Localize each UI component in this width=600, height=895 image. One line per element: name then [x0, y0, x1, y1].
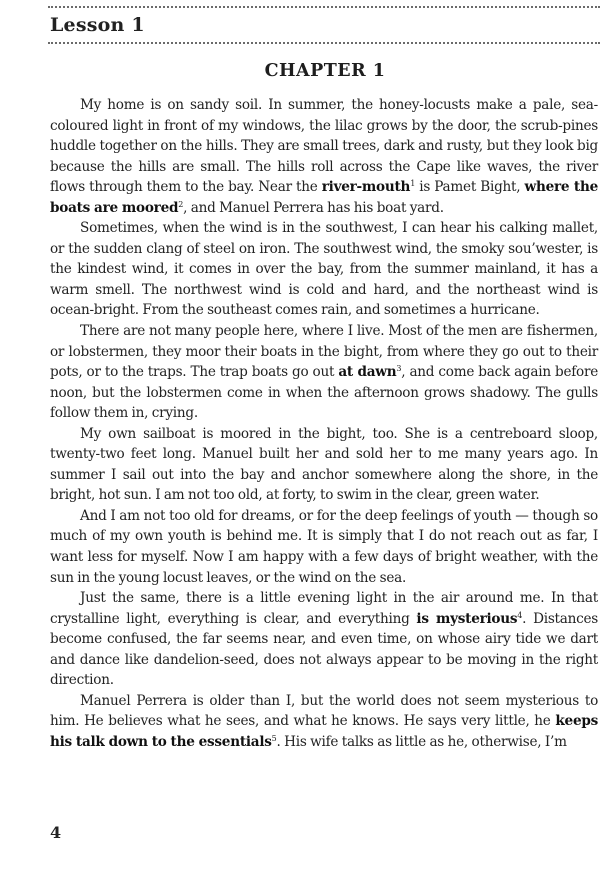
- text-run: . Distances become confused, the far seems near, and even time, on whose airy tide we dart and dance like dandelion-seed, does not always appear to be moving in the right direction.: [50, 610, 599, 689]
- glossary-term: at dawn: [338, 364, 397, 381]
- text-run: Sometimes, when the wind is in the southwest, I can hear his calking mallet, or the sudden clang of steel on iron. The southwest wind, the smoky sou’wester, is the kindest wind, it comes in over the bay, from the summer mainland, it has a warm smell. The northwest wind is cold and hard, and the northeast wind is ocean-bright. From the southeast comes rain, and sometimes a hurricane.: [50, 220, 598, 319]
- paragraph: [50, 95, 598, 218]
- text-run: And I am not too old for dreams, or for the deep feelings of youth — though so much of my own youth is behind me. It is simply that I do not reach out as far, I want less for myself. Now I am happy with a few days of bright weather, with the sun in the young locust leaves, or the wind on the sea.: [50, 507, 598, 586]
- text-run: My home is on sandy soil. In summer, the honey-locusts make a pale, sea-coloured light in front of my windows, the lilac grows by the door, the scrub-pines huddle together on the hills. They are small trees, dark and rusty, but they look big because the hills are small. The hills roll across the Cape like waves, the river flows through them to the bay. Near the: [50, 97, 598, 196]
- glossary-term: where the boats are moored: [50, 179, 598, 216]
- paragraph: [50, 424, 598, 506]
- text-run: , and come back again before noon, but the lobstermen come in when the afternoon grows shadowy. The gulls follow them in, crying.: [50, 364, 598, 422]
- glossary-term: is mysterious: [416, 610, 518, 627]
- chapter-title: CHAPTER 1: [264, 61, 386, 81]
- page-number: 4: [50, 823, 62, 842]
- footnote-marker: 3: [396, 364, 402, 374]
- text-run: . His wife talks as little as he, otherwise, I’m: [276, 733, 567, 750]
- paragraph: [50, 506, 598, 588]
- footnote-marker: 2: [178, 199, 184, 209]
- paragraph: [50, 218, 598, 321]
- paragraph: [50, 321, 598, 424]
- text-run: , and Manuel Perrera has his boat yard.: [183, 199, 444, 216]
- paragraph: [50, 588, 598, 691]
- glossary-term: river-mouth: [321, 179, 411, 196]
- text-run: Manuel Perrera is older than I, but the world does not seem mysterious to him. He believes what he sees, and what he knows. He says very little, he: [50, 692, 598, 730]
- footnote-marker: 1: [410, 179, 416, 189]
- glossary-term: keeps his talk down to the essentials: [50, 713, 598, 750]
- footnote-marker: 4: [517, 610, 523, 620]
- text-run: There are not many people here, where I live. Most of the men are fishermen, or lobstermen, they moor their boats in the bight, from where they go out to their pots, or to the traps. The trap boats go out: [50, 323, 598, 381]
- lesson-heading: Lesson 1: [50, 14, 145, 36]
- header-dotted-rule-bottom: [48, 42, 600, 44]
- text-run: My own sailboat is moored in the bight, too. She is a centreboard sloop, twenty-two feet long. Manuel built her and sold her to me many years ago. In summer I sail out into the bay and anchor somewhere along the shore, in the bright, hot sun. I am not too old, at forty, to swim in the clear, green water.: [50, 425, 598, 504]
- chapter-body-text: [50, 95, 598, 753]
- text-run: Just the same, there is a little evening light in the air around me. In that crystalline light, everything is clear, and everything: [50, 590, 598, 627]
- footnote-marker: 5: [271, 733, 277, 743]
- text-run: is Pamet Bight,: [415, 179, 525, 196]
- header-dotted-rule-top: [48, 6, 600, 8]
- paragraph: [50, 691, 598, 753]
